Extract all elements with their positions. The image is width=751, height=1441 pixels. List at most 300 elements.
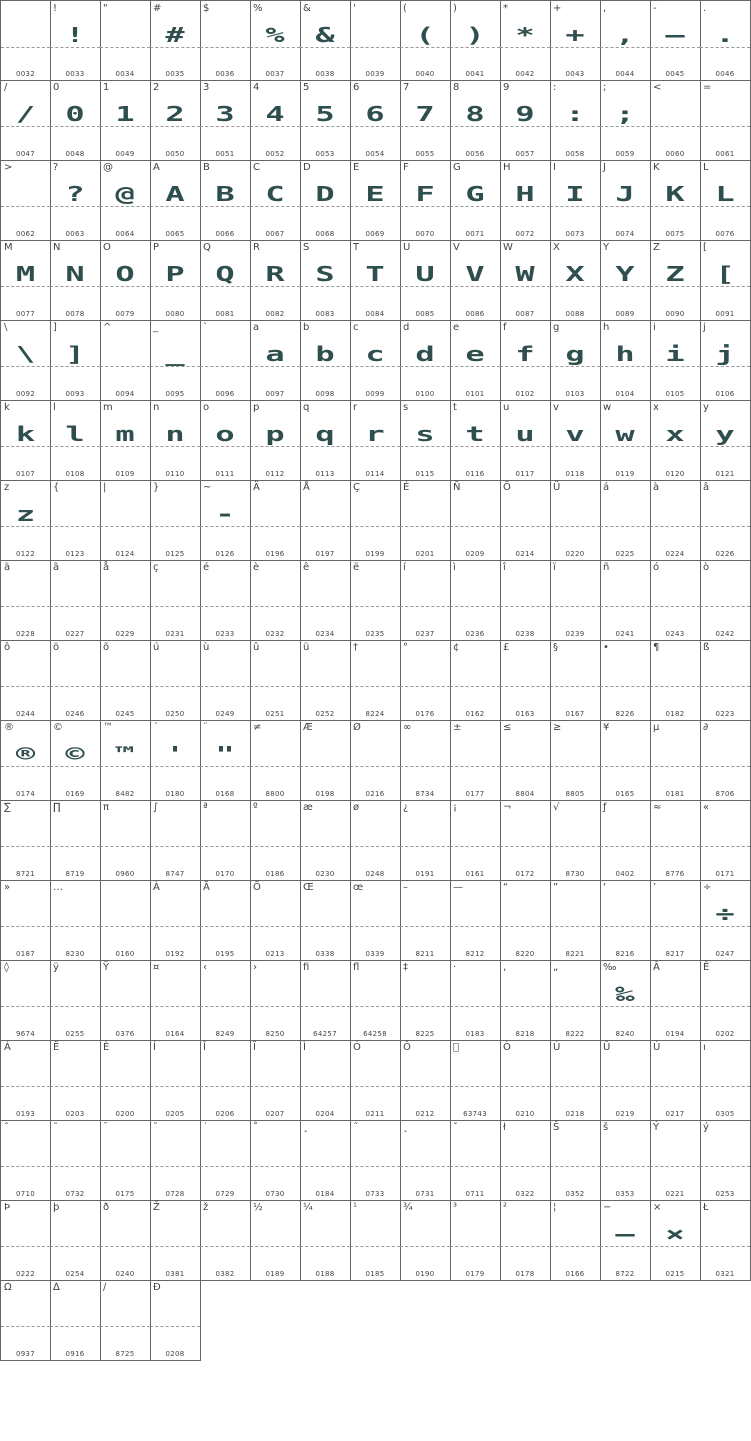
glyph-code: 0093 — [65, 390, 85, 398]
glyph-label: è — [253, 562, 260, 573]
baseline-guide — [600, 1086, 650, 1087]
baseline-guide — [650, 606, 700, 607]
glyph-cell — [350, 0, 401, 81]
glyph-label: C — [253, 162, 260, 173]
baseline-guide — [300, 126, 350, 127]
baseline-guide — [600, 926, 650, 927]
baseline-guide — [650, 1166, 700, 1167]
glyph-label: h — [603, 322, 610, 333]
glyph-sample: q — [315, 422, 335, 446]
glyph-sample: j — [715, 342, 735, 366]
glyph-label: ∂ — [703, 722, 709, 733]
glyph-code: 8221 — [565, 950, 585, 958]
baseline-guide — [1, 766, 50, 767]
baseline-guide — [500, 47, 550, 48]
glyph-code: 0239 — [565, 630, 585, 638]
glyph-cell — [650, 320, 701, 401]
glyph-label: ç — [153, 562, 159, 573]
glyph-code: 0054 — [365, 150, 385, 158]
glyph-cell — [450, 320, 501, 401]
glyph-sample: 9 — [515, 102, 535, 126]
glyph-label: z — [4, 482, 10, 493]
baseline-guide — [150, 846, 200, 847]
glyph-label: T — [353, 242, 360, 253]
glyph-label: Ω — [4, 1282, 12, 1293]
glyph-label: ] — [53, 322, 57, 333]
glyph-code: 0056 — [465, 150, 485, 158]
glyph-label: ‡ — [403, 962, 408, 973]
glyph-label: ≠ — [253, 722, 262, 733]
baseline-guide — [450, 1086, 500, 1087]
baseline-guide — [350, 1166, 400, 1167]
glyph-label: ÿ — [53, 962, 59, 973]
glyph-label: Ý — [653, 1122, 660, 1133]
glyph-cell — [350, 1040, 401, 1121]
glyph-sample: h — [615, 342, 635, 366]
glyph-label: ł — [503, 1122, 506, 1133]
glyph-sample: Z — [665, 262, 685, 286]
glyph-code: 0214 — [515, 550, 535, 558]
glyph-label: ˝ — [353, 1122, 358, 1133]
baseline-guide — [350, 1006, 400, 1007]
glyph-sample: × — [665, 1222, 685, 1246]
glyph-label: π — [103, 802, 110, 813]
glyph-label: Û — [603, 1042, 611, 1053]
glyph-cell — [700, 320, 751, 401]
glyph-code: 0221 — [665, 1190, 685, 1198]
glyph-label: ¶ — [653, 642, 660, 653]
glyph-code: 0175 — [115, 1190, 135, 1198]
baseline-guide — [250, 446, 300, 447]
glyph-cell — [650, 720, 701, 801]
glyph-cell — [200, 880, 251, 961]
glyph-cell — [200, 1200, 251, 1281]
glyph-label: M — [4, 242, 13, 253]
baseline-guide — [700, 766, 750, 767]
glyph-code: 0247 — [715, 950, 735, 958]
glyph-sample: ( — [415, 23, 435, 47]
glyph-sample: f — [515, 342, 535, 366]
glyph-cell — [350, 480, 401, 561]
glyph-cell — [200, 1040, 251, 1121]
glyph-cell — [700, 800, 751, 881]
baseline-guide — [200, 366, 250, 367]
glyph-code: 0051 — [215, 150, 235, 158]
baseline-guide — [500, 1006, 550, 1007]
glyph-code: 0108 — [65, 470, 85, 478]
glyph-label: ‰ — [603, 962, 617, 973]
glyph-code: 0073 — [565, 230, 585, 238]
glyph-code: 0180 — [165, 790, 185, 798]
glyph-cell — [250, 240, 301, 321]
glyph-cell — [50, 560, 101, 641]
glyph-code: 8226 — [615, 710, 635, 718]
glyph-cell — [100, 960, 151, 1041]
glyph-cell — [250, 640, 301, 721]
baseline-guide — [100, 846, 150, 847]
baseline-guide — [700, 366, 750, 367]
glyph-label: ¹ — [353, 1202, 358, 1213]
baseline-guide — [650, 366, 700, 367]
baseline-guide — [250, 766, 300, 767]
glyph-cell — [100, 160, 151, 241]
baseline-guide — [650, 766, 700, 767]
glyph-code: 0038 — [315, 70, 335, 78]
baseline-guide — [1, 686, 50, 687]
baseline-guide — [650, 526, 700, 527]
baseline-guide — [350, 686, 400, 687]
glyph-cell — [250, 880, 301, 961]
baseline-guide — [400, 766, 450, 767]
glyph-sample: o — [215, 422, 235, 446]
glyph-cell — [100, 400, 151, 481]
glyph-sample: U — [415, 262, 435, 286]
baseline-guide — [100, 686, 150, 687]
glyph-code: 0250 — [165, 710, 185, 718]
glyph-label: ± — [453, 722, 462, 733]
glyph-cell — [250, 720, 301, 801]
baseline-guide — [50, 926, 100, 927]
baseline-guide — [300, 206, 350, 207]
glyph-code: 64257 — [313, 1030, 337, 1038]
glyph-code: 0225 — [615, 550, 635, 558]
glyph-sample: K — [665, 182, 685, 206]
glyph-label: à — [653, 482, 660, 493]
baseline-guide — [300, 1166, 350, 1167]
glyph-cell — [450, 720, 501, 801]
baseline-guide — [450, 1006, 500, 1007]
baseline-guide — [50, 606, 100, 607]
glyph-cell — [700, 1120, 751, 1201]
glyph-cell — [200, 160, 251, 241]
glyph-sample: : — [565, 102, 585, 126]
glyph-label: W — [503, 242, 513, 253]
baseline-guide — [150, 1086, 200, 1087]
glyph-label: º — [253, 802, 258, 813]
glyph-code: 0201 — [415, 550, 435, 558]
glyph-sample: S — [315, 262, 335, 286]
glyph-label: † — [353, 642, 358, 653]
glyph-code: 0184 — [315, 1190, 335, 1198]
glyph-code: 0730 — [265, 1190, 285, 1198]
baseline-guide — [250, 686, 300, 687]
glyph-code: 0057 — [515, 150, 535, 158]
glyph-code: 0402 — [615, 870, 635, 878]
glyph-label: H — [503, 162, 511, 173]
glyph-code: 0217 — [665, 1110, 685, 1118]
glyph-cell — [450, 160, 501, 241]
baseline-guide — [350, 766, 400, 767]
glyph-cell — [550, 720, 601, 801]
glyph-label: ð — [103, 1202, 110, 1213]
glyph-cell — [650, 0, 701, 81]
baseline-guide — [100, 47, 150, 48]
glyph-sample: t — [465, 422, 485, 446]
glyph-cell — [300, 240, 351, 321]
baseline-guide — [100, 1246, 150, 1247]
glyph-label: ú — [153, 642, 160, 653]
glyph-code: 0162 — [465, 710, 485, 718]
glyph-label: 2 — [153, 82, 160, 93]
glyph-label: ÷ — [703, 882, 712, 893]
baseline-guide — [100, 1086, 150, 1087]
glyph-cell — [150, 0, 201, 81]
glyph-code: 0211 — [365, 1110, 385, 1118]
glyph-label: $ — [203, 3, 210, 14]
glyph-label: ¸ — [303, 1122, 308, 1133]
baseline-guide — [250, 926, 300, 927]
glyph-label: x — [653, 402, 659, 413]
glyph-cell — [550, 480, 601, 561]
glyph-code: 0212 — [415, 1110, 435, 1118]
glyph-label: F — [403, 162, 409, 173]
glyph-cell — [100, 480, 151, 561]
glyph-label: ß — [703, 642, 710, 653]
glyph-code: 8776 — [665, 870, 685, 878]
glyph-code: 0203 — [65, 1110, 85, 1118]
glyph-label: Ç — [353, 482, 360, 493]
glyph-cell — [650, 1120, 701, 1201]
glyph-label: ﬁ — [303, 962, 310, 973]
glyph-label: I — [553, 162, 556, 173]
glyph-cell — [50, 1280, 101, 1361]
glyph-sample: N — [65, 262, 85, 286]
glyph-cell — [450, 80, 501, 161]
glyph-sample: 7 — [415, 102, 435, 126]
glyph-code: 0121 — [715, 470, 735, 478]
glyph-cell — [500, 400, 551, 481]
glyph-code: 0207 — [265, 1110, 285, 1118]
glyph-code: 0164 — [165, 1030, 185, 1038]
glyph-cell — [700, 1200, 751, 1281]
glyph-sample: J — [615, 182, 635, 206]
glyph-code: 0086 — [465, 310, 485, 318]
glyph-code: 0194 — [665, 1030, 685, 1038]
glyph-code: 0192 — [165, 950, 185, 958]
glyph-label: ¨ — [203, 722, 208, 733]
baseline-guide — [600, 846, 650, 847]
glyph-label: ï — [553, 562, 556, 573]
baseline-guide — [250, 1246, 300, 1247]
baseline-guide — [50, 686, 100, 687]
baseline-guide — [50, 206, 100, 207]
baseline-guide — [450, 926, 500, 927]
baseline-guide — [550, 1086, 600, 1087]
glyph-label: Ž — [153, 1202, 160, 1213]
glyph-sample: ] — [65, 342, 85, 366]
baseline-guide — [200, 766, 250, 767]
glyph-cell — [300, 0, 351, 81]
glyph-label: © — [53, 722, 63, 733]
glyph-code: 0200 — [115, 1110, 135, 1118]
baseline-guide — [700, 1006, 750, 1007]
glyph-cell — [400, 560, 451, 641]
glyph-cell — [200, 240, 251, 321]
baseline-guide — [550, 446, 600, 447]
glyph-code: 0171 — [715, 870, 735, 878]
baseline-guide — [400, 366, 450, 367]
glyph-cell — [250, 480, 301, 561]
glyph-sample: 0 — [65, 102, 85, 126]
baseline-guide — [550, 846, 600, 847]
glyph-code: 0219 — [615, 1110, 635, 1118]
glyph-code: 0167 — [565, 710, 585, 718]
baseline-guide — [450, 1166, 500, 1167]
baseline-guide — [1, 366, 50, 367]
baseline-guide — [1, 1006, 50, 1007]
glyph-label: | — [103, 482, 107, 493]
glyph-code: 0088 — [565, 310, 585, 318]
baseline-guide — [600, 606, 650, 607]
glyph-code: 0174 — [15, 790, 35, 798]
glyph-label: / — [4, 82, 8, 93]
glyph-code: 0077 — [15, 310, 35, 318]
glyph-code: 0208 — [165, 1350, 185, 1358]
glyph-code: 8217 — [665, 950, 685, 958]
glyph-code: 0095 — [165, 390, 185, 398]
glyph-label: O — [103, 242, 111, 253]
glyph-code: 0960 — [115, 870, 135, 878]
glyph-label: b — [303, 322, 310, 333]
glyph-cell — [250, 0, 301, 81]
glyph-label: ô — [4, 642, 11, 653]
glyph-label: − — [603, 1202, 612, 1213]
baseline-guide — [100, 206, 150, 207]
glyph-cell — [200, 80, 251, 161]
glyph-label: 0 — [53, 82, 60, 93]
baseline-guide — [600, 366, 650, 367]
glyph-cell — [600, 480, 651, 561]
glyph-label: ä — [4, 562, 11, 573]
glyph-code: 0039 — [365, 70, 385, 78]
baseline-guide — [650, 286, 700, 287]
glyph-label: } — [153, 482, 160, 493]
glyph-code: 0206 — [215, 1110, 235, 1118]
glyph-label: [ — [703, 242, 707, 253]
glyph-code: 0061 — [715, 150, 735, 158]
glyph-label: & — [303, 3, 311, 14]
baseline-guide — [300, 766, 350, 767]
glyph-code: 8719 — [65, 870, 85, 878]
glyph-cell — [300, 880, 351, 961]
glyph-sample: I — [565, 182, 585, 206]
glyph-cell — [650, 240, 701, 321]
glyph-label: < — [653, 82, 662, 93]
glyph-label: : — [553, 82, 557, 93]
glyph-label: Ì — [303, 1042, 306, 1053]
glyph-cell — [150, 1040, 201, 1121]
glyph-code: 0046 — [715, 70, 735, 78]
glyph-cell — [200, 640, 251, 721]
glyph-code: 0202 — [715, 1030, 735, 1038]
glyph-label: ˛ — [403, 1122, 408, 1133]
glyph-cell — [250, 400, 301, 481]
baseline-guide — [1, 1086, 50, 1087]
glyph-cell — [600, 0, 651, 81]
glyph-cell — [700, 640, 751, 721]
glyph-label: 1 — [103, 82, 110, 93]
glyph-label: ³ — [453, 1202, 458, 1213]
baseline-guide — [100, 366, 150, 367]
glyph-code: 0055 — [415, 150, 435, 158]
glyph-label: n — [153, 402, 160, 413]
glyph-label: ’ — [653, 882, 657, 893]
glyph-cell — [200, 960, 251, 1041]
baseline-guide — [1, 206, 50, 207]
glyph-code: 0050 — [165, 150, 185, 158]
glyph-cell — [650, 80, 701, 161]
glyph-label: √ — [553, 802, 560, 813]
baseline-guide — [600, 686, 650, 687]
glyph-sample: A — [165, 182, 185, 206]
glyph-cell — [300, 1200, 351, 1281]
glyph-cell — [0, 0, 51, 81]
baseline-guide — [500, 526, 550, 527]
glyph-label: À — [153, 882, 160, 893]
glyph-cell — [450, 800, 501, 881]
glyph-label: Ê — [703, 962, 710, 973]
glyph-label: ∏ — [53, 802, 61, 813]
glyph-code: 0074 — [615, 230, 635, 238]
glyph-code: 0058 — [565, 150, 585, 158]
glyph-label: ¥ — [603, 722, 610, 733]
glyph-cell — [50, 640, 101, 721]
baseline-guide — [450, 1246, 500, 1247]
baseline-guide — [300, 686, 350, 687]
baseline-guide — [100, 286, 150, 287]
glyph-cell — [650, 880, 701, 961]
glyph-code: 0178 — [515, 1270, 535, 1278]
glyph-code: 8249 — [215, 1030, 235, 1038]
glyph-cell — [600, 720, 651, 801]
glyph-label: X — [553, 242, 560, 253]
glyph-code: 0105 — [665, 390, 685, 398]
glyph-code: 0170 — [215, 870, 235, 878]
baseline-guide — [350, 286, 400, 287]
glyph-label: @ — [103, 162, 113, 173]
glyph-label: ∆ — [53, 1282, 60, 1293]
glyph-code: 0064 — [115, 230, 135, 238]
glyph-cell — [50, 1200, 101, 1281]
baseline-guide — [200, 926, 250, 927]
baseline-guide — [500, 126, 550, 127]
glyph-label: Ü — [553, 482, 561, 493]
glyph-label: ∫ — [153, 802, 159, 813]
glyph-code: 0251 — [265, 710, 285, 718]
glyph-code: 0229 — [115, 630, 135, 638]
baseline-guide — [700, 1166, 750, 1167]
glyph-cell — [400, 880, 451, 961]
glyph-cell — [150, 560, 201, 641]
baseline-guide — [650, 686, 700, 687]
glyph-cell — [200, 800, 251, 881]
baseline-guide — [1, 47, 50, 48]
glyph-code: 0236 — [465, 630, 485, 638]
glyph-cell — [250, 80, 301, 161]
glyph-label: ” — [553, 882, 559, 893]
baseline-guide — [450, 446, 500, 447]
glyph-label: U — [403, 242, 411, 253]
glyph-label: R — [253, 242, 260, 253]
glyph-cell — [600, 400, 651, 481]
glyph-cell — [550, 320, 601, 401]
glyph-cell — [400, 80, 451, 161]
glyph-cell — [450, 640, 501, 721]
baseline-guide — [700, 126, 750, 127]
glyph-label: ê — [303, 562, 310, 573]
glyph-code: 0065 — [165, 230, 185, 238]
glyph-code: 0244 — [15, 710, 35, 718]
